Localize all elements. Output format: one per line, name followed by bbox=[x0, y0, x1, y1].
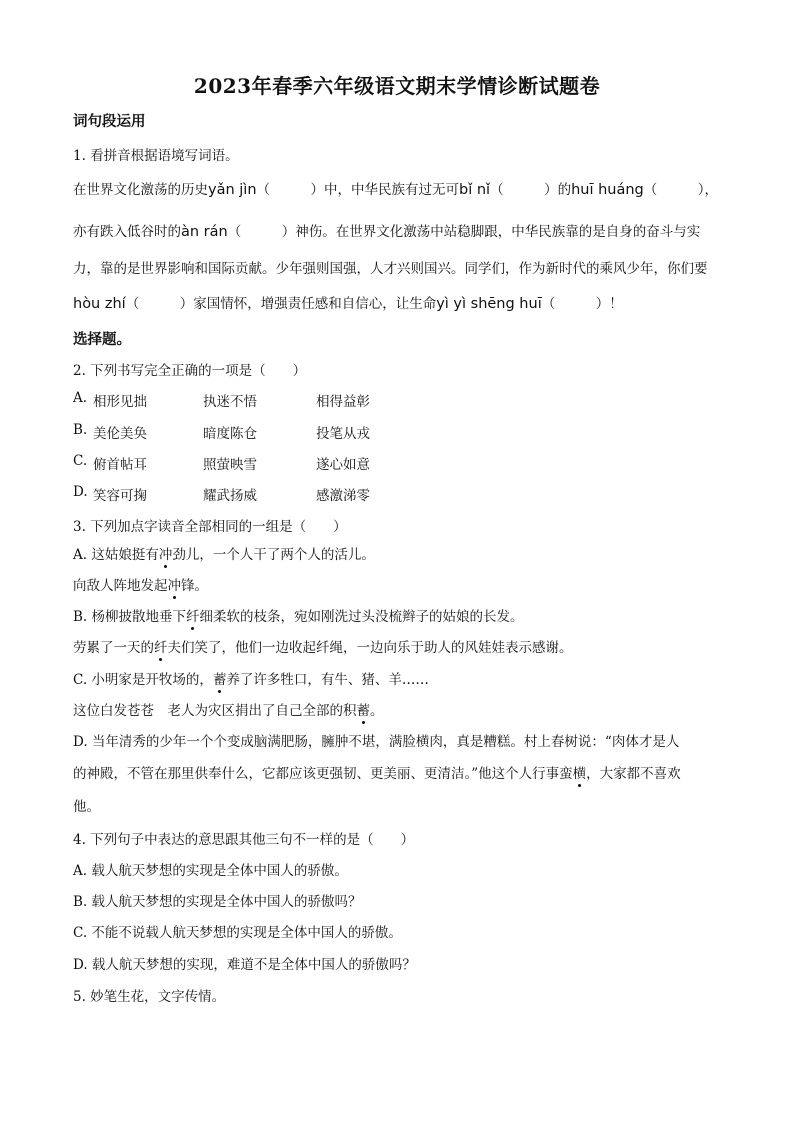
answer-blank[interactable]: （ ）， bbox=[643, 182, 719, 198]
dotted-char: 横 bbox=[573, 762, 587, 782]
question-2-option-a[interactable]: A. 相形见拙 执迷不悟 相得益彰 bbox=[73, 390, 370, 410]
question-1-line-2: 亦有跌入低谷时的àn rán（ ）神伤。在世界文化激荡中站稳脚跟，中华民族靠的是自身的奋斗与实 bbox=[73, 224, 701, 240]
dotted-char: 蓄 bbox=[357, 699, 371, 719]
question-3-option-b-line-1[interactable]: B. 杨柳披散地垂下纤细柔软的枝条，宛如刚洗过头没梳辫子的姑娘的长发。 bbox=[73, 605, 524, 625]
question-3-option-d-line-3: 他。 bbox=[73, 799, 100, 815]
question-1-line-1: 在世界文化激荡的历史yǎn jìn（ ）中，中华民族有过无可bǐ nǐ（ ）的huī huáng（ ）， bbox=[73, 182, 719, 198]
question-3-option-b-line-2: 劳累了一天的纤夫们笑了，他们一边收起纤绳，一边向乐于助人的风娃娃表示感谢。 bbox=[73, 636, 573, 656]
question-1-stem: 1. 看拼音根据语境写词语。 bbox=[73, 148, 239, 164]
question-1-line-3: 力，靠的是世界影响和国际贡献。少年强则国强，人才兴则国兴。同学们，作为新时代的乘风少年，你们要 bbox=[73, 261, 708, 277]
question-4-option-a[interactable]: A. 载人航天梦想的实现是全体中国人的骄傲。 bbox=[73, 863, 348, 879]
question-5-stem: 5. 妙笔生花，文字传情。 bbox=[73, 989, 226, 1005]
pinyin-yanjin: yǎn jìn bbox=[208, 182, 257, 198]
section-heading-multiple-choice: 选择题。 bbox=[73, 331, 131, 348]
dotted-char: 纤 bbox=[154, 636, 168, 656]
question-2-stem: 2. 下列书写完全正确的一项是（ ） bbox=[73, 363, 307, 379]
pinyin-bini: bǐ nǐ bbox=[459, 182, 491, 198]
answer-blank[interactable]: （ ）神伤。在世界文化激荡中站稳脚跟，中华民族靠的是自身的奋斗与实 bbox=[227, 224, 701, 240]
dotted-char: 纤 bbox=[186, 605, 200, 625]
dotted-char: 蓄 bbox=[213, 668, 227, 688]
section-heading-word-usage: 词句段运用 bbox=[73, 113, 146, 130]
question-4-option-d[interactable]: D. 载人航天梦想的实现，难道不是全体中国人的骄傲吗？ bbox=[73, 957, 416, 973]
question-4-option-c[interactable]: C. 不能不说载人航天梦想的实现是全体中国人的骄傲。 bbox=[73, 925, 402, 941]
question-2-option-c[interactable]: C. 俯首帖耳 照萤映雪 遂心如意 bbox=[73, 453, 370, 473]
question-1-line-4 bbox=[73, 292, 623, 312]
answer-blank[interactable]: （ ）中，中华民族有过无可 bbox=[256, 182, 460, 198]
pinyin-anran: àn rán bbox=[181, 224, 228, 240]
answer-blank[interactable]: （ ）家国情怀，增强责任感和自信心，让生命 bbox=[125, 296, 437, 312]
dotted-char: 冲 bbox=[159, 543, 173, 563]
question-4-option-b[interactable]: B. 载人航天梦想的实现是全体中国人的骄傲吗？ bbox=[73, 894, 362, 910]
page-title: 2023年春季六年级语文期末学情诊断试题卷 bbox=[193, 74, 601, 98]
dotted-char: 冲 bbox=[168, 574, 182, 594]
answer-blank[interactable]: （ ）的 bbox=[490, 182, 572, 198]
question-3-option-a-line-1[interactable]: A. 这姑娘挺有冲劲儿，一个人干了两个人的活儿。 bbox=[73, 543, 375, 563]
answer-blank[interactable]: （ ）！ bbox=[541, 296, 623, 312]
pinyin-houzhi: hòu zhí bbox=[73, 296, 126, 312]
question-2-option-d[interactable]: D. 笑容可掬 耀武扬威 感激涕零 bbox=[73, 484, 370, 504]
question-4-stem: 4. 下列句子中表达的意思跟其他三句不一样的是（ ） bbox=[73, 832, 415, 848]
question-2-option-b[interactable]: B. 美伦美奂 暗度陈仓 投笔从戎 bbox=[73, 422, 370, 442]
question-3-option-d-line-2: 的神殿，不管在那里供奉什么，它都应该更强韧、更美丽、更清洁。”他这个人行事蛮横，大家都不喜欢 bbox=[73, 762, 681, 782]
pinyin-yiyishenghui: yì yì shēng huī bbox=[436, 296, 542, 312]
question-3-option-d-line-1[interactable]: D. 当年清秀的少年一个个变成脑满肥肠，臃肿不堪，满脸横肉，真是糟糕。村上春树说：“肉体才是人 bbox=[73, 734, 680, 750]
question-3-option-c-line-2: 这位白发苍苍 老人为灾区捐出了自己全部的积蓄。 bbox=[73, 699, 384, 719]
question-3-stem: 3. 下列加点字读音全部相同的一组是（ ） bbox=[73, 519, 347, 535]
pinyin-huihuang: huī huáng bbox=[571, 182, 644, 198]
question-3-option-a-line-2: 向敌人阵地发起冲锋。 bbox=[73, 574, 208, 594]
question-3-option-c-line-1[interactable]: C. 小明家是开牧场的，蓄养了许多牲口，有牛、猪、羊…… bbox=[73, 668, 429, 688]
